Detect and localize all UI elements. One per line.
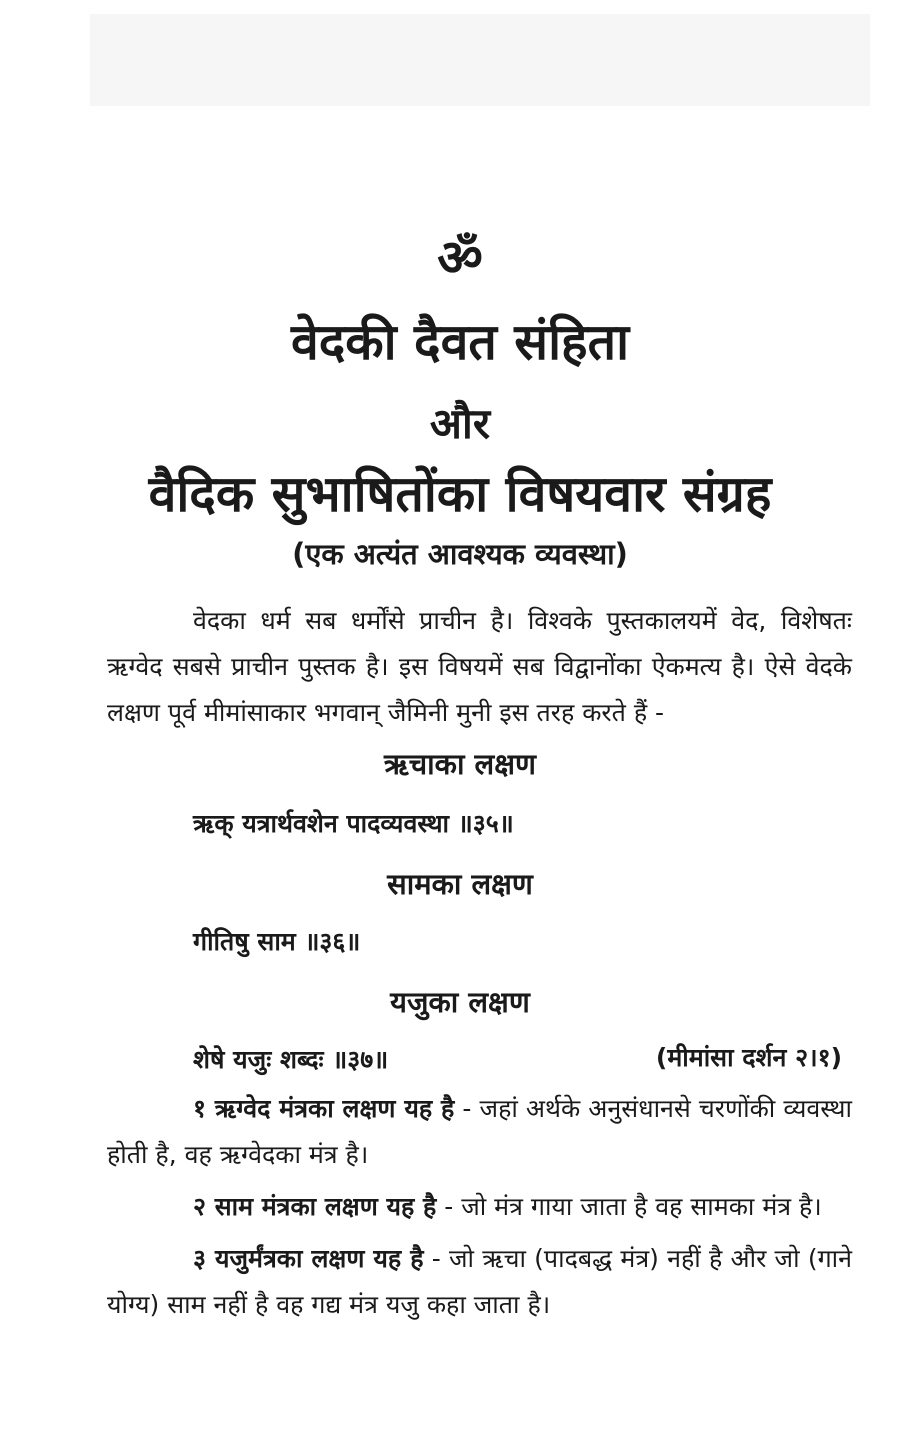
section-heading-sama: सामका लक्षण [387, 867, 533, 901]
subtitle: (एक अत्यंत आवश्यक व्यवस्था) [292, 537, 628, 571]
definition-label: ३ यजुर्मंत्रका लक्षण यह है [193, 1244, 424, 1273]
om-symbol: ॐ [437, 229, 483, 287]
definition-text: - जहां अर्थके अनुसंधानसे चरणोंकी व्यवस्था होती है, वह ऋग्वेदका मंत्र है। [107, 1094, 852, 1169]
sutra-sama: गीतिषु साम ॥३६॥ [193, 927, 361, 956]
definition-rigveda [107, 1086, 852, 1178]
scan-header-band [90, 14, 870, 106]
title-line-2: वैदिक सुभाषितोंका विषयवार संग्रह [148, 465, 772, 523]
intro-paragraph: वेदका धर्म सब धर्मोंसे प्राचीन है। विश्वके पुस्तकालयमें वेद, विशेषतः ऋग्वेद सबसे प्राचीन पुस्तक है। इस विषयमें सब विद्वानोंका ऐकमत्य है। ऐसे वेदके लक्षण पूर्व मीमांसाकार भगवान् जैमिनी मुनी इस तरह करते हैं - [107, 606, 852, 727]
section-heading-yaju: यजुका लक्षण [390, 985, 530, 1019]
title-line-1: वेदकी दैवत संहिता [290, 313, 630, 371]
title-conjunction: और [429, 399, 491, 448]
definition-label: १ ऋग्वेद मंत्रका लक्षण यह है [193, 1094, 455, 1123]
definition-yaju [107, 1236, 852, 1328]
sutra-yaju: शेषे यजुः शब्दः ॥३७॥ [193, 1045, 389, 1074]
definition-text: - जो ऋचा (पादबद्ध मंत्र) नहीं है और जो (गाने योग्य) साम नहीं है वह गद्य मंत्र यजु कहा जाता है। [107, 1244, 852, 1319]
definition-sama [107, 1184, 852, 1230]
sutra-richa: ऋक् यत्रार्थवशेन पादव्यवस्था ॥३५॥ [193, 809, 514, 838]
definition-text: - जो मंत्र गाया जाता है वह सामका मंत्र है। [436, 1192, 822, 1221]
section-heading-richa: ऋचाका लक्षण [384, 747, 536, 781]
definition-label: २ साम मंत्रका लक्षण यह है [193, 1192, 437, 1221]
source-reference: (मीमांसा दर्शन २।१) [655, 1043, 842, 1072]
